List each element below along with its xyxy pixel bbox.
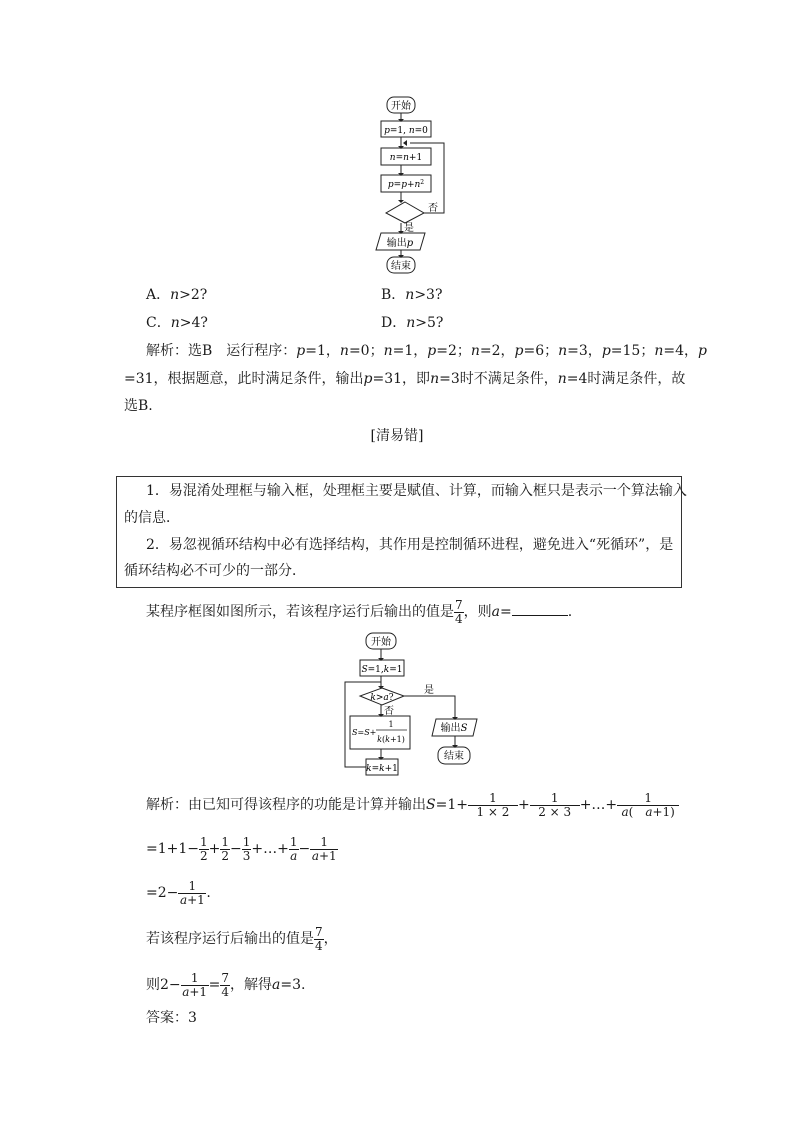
solution2-line1: 解析：由已知可得该程序的功能是计算并输出S=1+ $\frac{1}{1 \times 2}$ + $\frac{1}{2 \times 3}$ +…+ $\frac{1}{a( a+1)}$ [146,788,679,822]
solution1-part: =4时满足条件，故 [566,371,686,387]
solution1-part: n [470,343,480,359]
solution1-part: n [557,371,567,387]
flowchart2-start: 开始 [371,637,391,648]
frac-1-over-2x3: $\frac{1}{2 \times 3}$ [530,792,580,819]
solution1-part: p [601,343,611,359]
solution1-part: =4， [663,343,698,359]
frac-g2: $\frac{1}{2}$ [221,834,230,863]
frac-l5-7-4: $\frac{7}{4}$ [221,970,230,999]
note2-line1: 2．易忽视循环结构中必有选择结构，其作用是控制循环进程，避免进入“死循环”，是 [146,537,674,553]
frac-h1: $\frac{1}{a+1}$ [179,878,205,907]
flowchart1-no-label: 否 [428,203,438,214]
flowchart1-step-n: n=n+1 [389,153,423,163]
answer-blank[interactable] [512,601,568,616]
frac-g1: $\frac{1}{2}$ [200,834,208,863]
solution1-part: =2； [436,343,471,359]
solution1-part: n [430,371,440,387]
solution1-part: n [383,343,393,359]
problem2-text: 某程序框图如图所示，若该程序运行后输出的值是 $\frac{7}{4}$ ，则a= . [146,597,573,626]
frac-l5: $\frac{1}{a+1}$ [182,970,208,999]
solution1-part: p [514,343,524,359]
solution2-line5: 则2− $\frac{1}{a+1}$ = $\frac{7}{4}$ ，解得a=3. [146,970,306,999]
flowchart2-output: 输出S [440,723,468,734]
option-c: C．n>4? [146,315,208,331]
option-b: B．n>3? [381,287,443,303]
note1-line1: 1．易混淆处理框与输入框，处理框主要是赋值、计算，而输入框只是表示一个算法输入 [146,483,687,499]
solution1-part: n [654,343,664,359]
solution1-part: p [698,343,707,359]
solution1-part: =3， [567,343,602,359]
solution1-part: 解析：选B 运行程序： [146,343,297,359]
flowchart2-calc-num: 1 [388,720,394,729]
flowchart2-init: S=1,k=1 [361,665,403,675]
solution1-part: =2， [479,343,515,359]
solution1-part: =1， [392,343,428,359]
flowchart2-yes-label: 是 [424,685,434,696]
frac-g4: $\frac{1}{a}$ [289,834,298,863]
flowchart2-no-label: 否 [384,706,394,717]
flowchart1-start: 开始 [391,101,411,112]
flowchart2-increment: k=k+1 [366,764,398,774]
frac-7-4: $\frac{7}{4}$ [315,924,323,953]
section-title: [清易错] [370,428,424,444]
solution1-part: =3时不满足条件， [439,371,558,387]
frac-1-over-a-a1: $\frac{1}{a( a+1)}$ [617,792,679,819]
flowchart2-calc-den: k(k+1) [377,735,405,744]
solution1-part: p [363,371,373,387]
solution1-line3: 选B. [124,398,153,414]
solution1-part: =0； [348,343,384,359]
solution1-part: n [339,343,349,359]
solution1-line2 [124,369,685,389]
option-a: A．n>2? [146,287,208,303]
solution2-line4: 若该程序运行后输出的值是 $\frac{7}{4}$ ， [146,924,338,953]
option-d: D．n>5? [381,315,444,331]
flowchart1-output: 输出p [386,238,414,249]
solution1-part: =31，根据题意，此时满足条件，输出 [124,371,364,387]
solution1-part: p [427,343,437,359]
flowchart1-end: 结束 [391,261,411,272]
flowchart2-condition: k>a? [370,693,394,703]
problem2-fraction: $\frac{7}{4}$ [455,597,463,626]
frac-1-over-1x2: $\frac{1}{1 \times 2}$ [468,792,518,819]
solution2-line2: =1+1− $\frac{1}{2}$ + $\frac{1}{2}$ − $\frac{1}{3}$ +…+ $\frac{1}{a}$ − $\frac{1}{a+1}$ [146,834,337,863]
flowchart2-calc-lhs: S=S+ [352,728,377,737]
note1-line2: 的信息． [124,510,180,526]
flowchart2-end: 结束 [444,751,464,762]
flowchart1-step-p: $p=p+n^2$ [387,179,425,190]
solution2-line3: =2− $\frac{1}{a+1}$ . [146,878,211,907]
note2-line2: 循环结构必不可少的一部分． [124,563,306,579]
flowchart1-init: p=1, n=0 [384,126,428,136]
solution1-part: =1， [305,343,340,359]
solution1-part: =15； [610,343,655,359]
flowchart-2 [340,630,490,780]
flowchart-1 [360,92,460,276]
frac-g5: $\frac{1}{a+1}$ [311,834,337,863]
answer-line: 答案：3 [146,1010,197,1026]
solution1-part: n [558,343,568,359]
solution1-line1 [146,341,707,361]
frac-g3: $\frac{1}{3}$ [242,834,251,863]
solution1-part: p [296,343,306,359]
solution1-part: =31，即 [372,371,431,387]
solution1-part: =6； [523,343,559,359]
flowchart1-yes-label: 是 [404,223,414,234]
